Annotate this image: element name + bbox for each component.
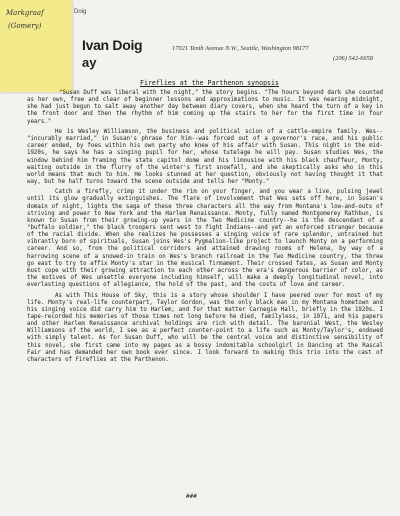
body-paragraph: Catch a firefly, crimp it under the rim on your finger, and you wear a live, pulsing jewel until its glow gradually extinguishes. The flare of involvement that Wes sets off here, in Susan's domain of night, lights the saga of these three characters all the way from Montana's low-and-outs of striving and power to New York and the Harlem Renaissance. Monty, fully named Montgomerey Rathbun, is known to Susan from their growing-up years in the Two Medicine country--he is the descendant of a "buffalo soldier," the black troopers sent west to fight Indians--and yet an enforced stranger because of the racial divide. When she realizes he possesses a singing voice of rare splendor, untrained but vibrantly born of spirituals, Susan joins Wes's Pygmalion-like project to launch Monty on a performing career. And so, from the political corridors and attained drawing rooms of Helena, by way of a harrowing scene of a snowed-in train on Wes's branch railroad in the Two Medicine country, the three go east to try to affix Monty's star in the musical firmament. Their crossed fates, as Susan and Monty must cope with their growing attraction to each other across the era's dangerous barrier of color, as the motives of Wes unsettle everyone including himself, will make a deeply longitudinal novel, into everlasting questions of allegiance, the hold of the past, and the costs of love and career.	[27, 189, 383, 289]
sticky-note-line: Markgraaf	[6, 9, 44, 17]
letterhead-phone: (206) 542-6658	[333, 55, 373, 62]
letterhead-sub: ay	[82, 55, 97, 70]
sticky-note-line: (Gomery)	[8, 22, 42, 30]
body-paragraph: He is Wesley Williamson, the business and political scion of a cattle-empire family. Wes--"incurably married," in Susan's phrase for him--was forced out of a governor's race, and his public career ended, by foes within his own party who knew of his affair with Susan. This night in the mid-1920s, he says he has a singing pupil for her, whose tutelage he will pay. Susan studies Wes, the window behind him framing the state capitol dome and his limousine with his black chauffeur, Monty, waiting outside in the flurry of the winter's first snowfall, and she skeptically asks who in this world means that much to him. He looks stunned at her question, obviously not having thought it that way, but he half turns toward the scene outside and tells her "Monty."	[27, 128, 383, 185]
sticky-note	[0, 0, 72, 92]
document-body	[27, 90, 383, 367]
letterhead-address: 17021 Tenth Avenue N.W., Seattle, Washington 98177	[172, 45, 309, 52]
end-mark: ###	[186, 493, 197, 500]
body-paragraph: "Susan Duff was liberal with the night," the story begins. "The hours beyond dark she counted as her own, free and clear of beginner lessons and approximations to music. It was nearing midnight, she had just begun to salt away another day between diary covers, when she heard the turn of a key in the front door and then the rhythm of him coming up the stairs to her for the first time in four years."	[27, 90, 383, 125]
body-paragraph: As with This House of Sky, this is a story whose shoulder I have peered over for most of my life. Monty's real-life counterpart, Taylor Gordon, was the only black man in my Montana hometown and his singing voice did carry him to Harlem, and for that matter Carnegie Hall, briefly in the 1920s. I tape-recorded his memories of those times not long before he died, familyless, in 1971, and his papers and other Harlem Renaissance archival holdings are rich with detail. The baronial West, the Wesley Williamsons of the world, I see as a perfect counter-point to a life such as Monty/Taylor's, endowed with simply talent. As for Susan Duff, who will be the central voice and distinctive sensibility of this novel, she first came into my pages as a bossy indomitable schoolgirl in Dancing at the Rascal Fair and has demanded her own book ever since. I look forward to making this trio into the cast of characters of Fireflies at the Parthenon.	[27, 292, 383, 363]
document-title: Fireflies at the Parthenon synopsis	[140, 79, 279, 87]
letterhead-name: Ivan Doig	[82, 37, 143, 53]
letterhead-small-text: Doig	[74, 9, 87, 15]
